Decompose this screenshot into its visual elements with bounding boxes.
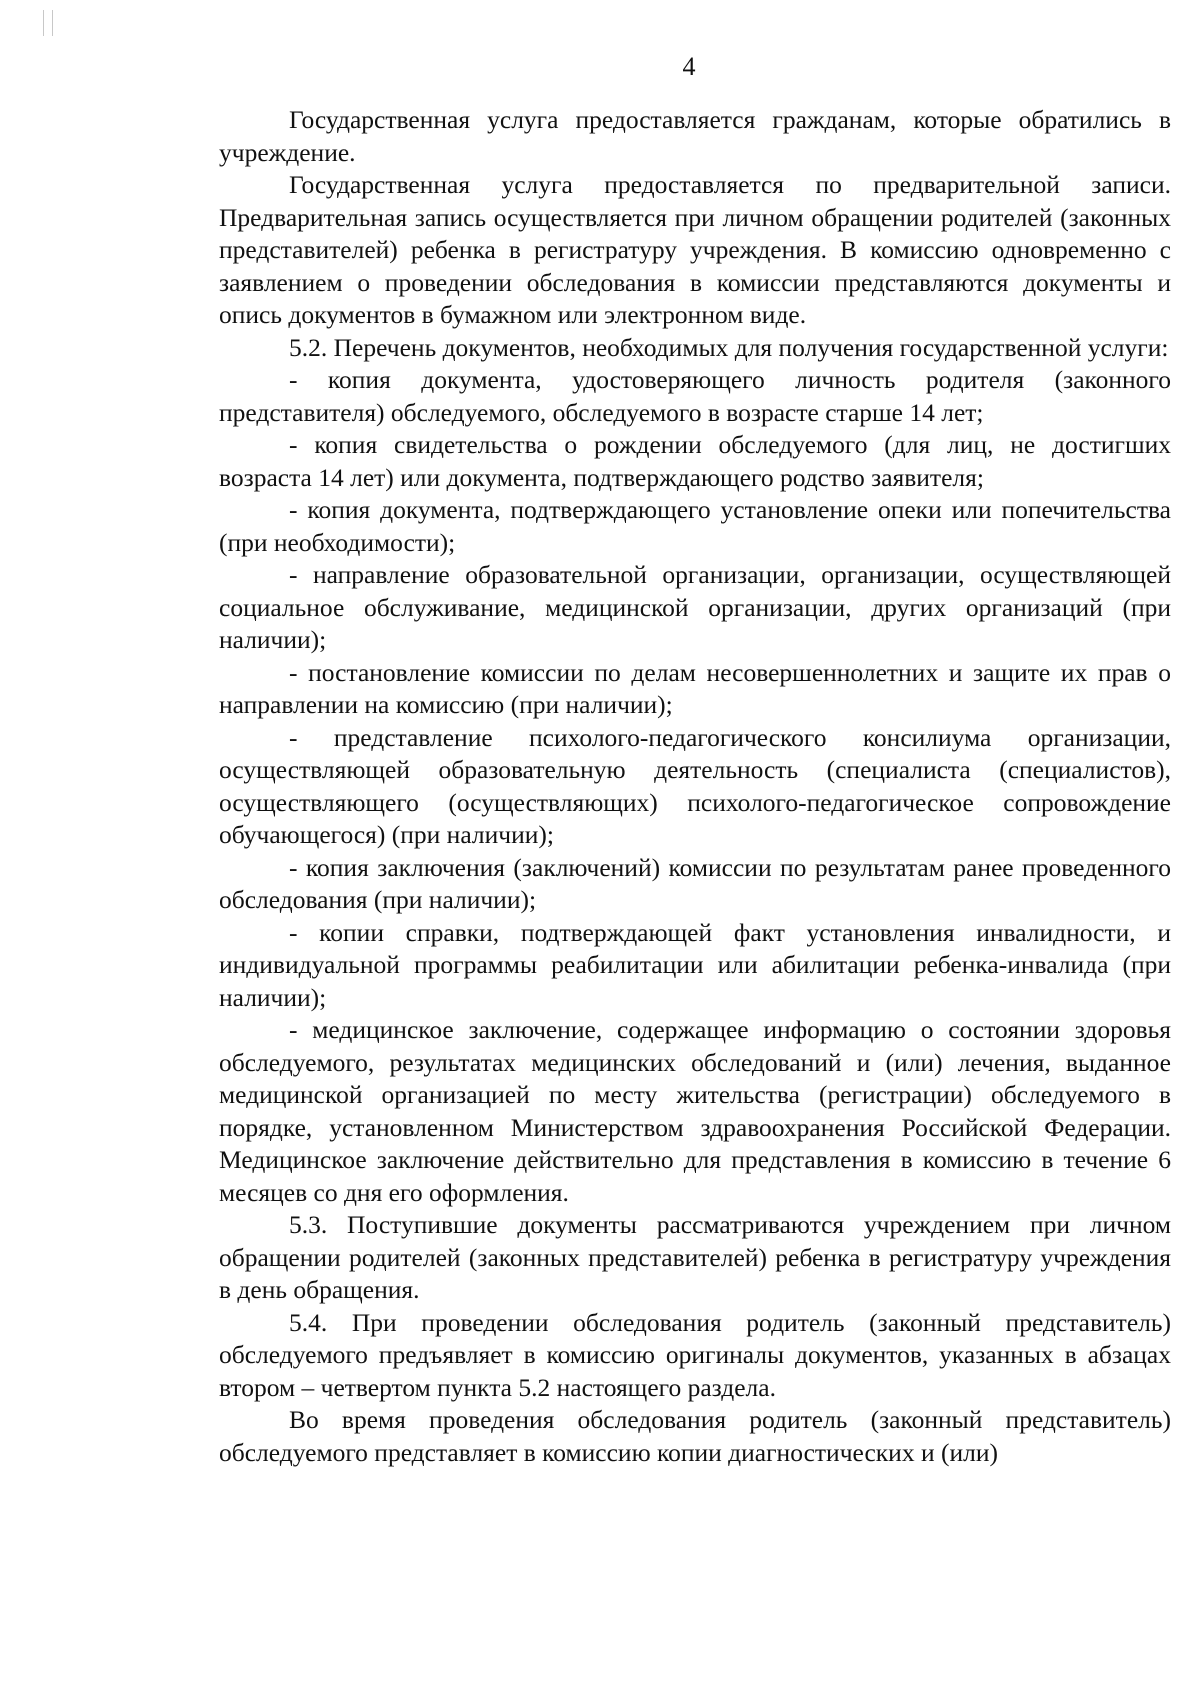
list-item-1: - копия документа, удостоверяющего личность родителя (законного представителя) обследуемого, обследуемого в возрасте старше 14 лет;	[219, 365, 1171, 427]
list-item-8: - копии справки, подтверждающей факт установления инвалидности, и индивидуальной программы реабилитации или абилитации ребенка-инвалида (при наличии);	[219, 917, 1171, 1012]
paragraph-1: Государственная услуга предоставляется гражданам, которые обратились в учреждение.	[219, 105, 1171, 167]
list-item-6: - представление психолого-педагогического консилиума организации, осуществляющей образовательную деятельность (специалиста (специалистов), осуществляющего (осуществляющих) психолого-педагогическое сопровождение обучающегося) (при наличии);	[219, 722, 1171, 849]
paragraph-4: 5.3. Поступившие документы рассматриваются учреждением при личном обращении родителей (законных представителей) ребенка в регистратуру учреждения в день обращения.	[219, 1210, 1171, 1304]
list-item-3: - копия документа, подтверждающего установление опеки или попечительства (при необходимости);	[219, 495, 1171, 557]
list-item-2: - копия свидетельства о рождении обследуемого (для лиц, не достигших возраста 14 лет) или документа, подтверждающего родство заявителя;	[219, 430, 1171, 492]
list-item-9: - медицинское заключение, содержащее информацию о состоянии здоровья обследуемого, результатах медицинских обследований и (или) лечения, выданное медицинской организацией по месту жительства (регистрации) обследуемого в порядке, установленном Министерством здравоохранения Российской Федерации. Медицинское заключение действительно для представления в комиссию в течение 6 месяцев со дня его оформления.	[219, 1015, 1171, 1207]
scan-edge-mark	[52, 10, 53, 36]
page-number: 4	[682, 52, 696, 81]
list-item-4: - направление образовательной организации, организации, осуществляющей социальное обслуживание, медицинской организации, других организаций (при наличии);	[219, 560, 1171, 654]
list-item-7: - копия заключения (заключений) комиссии по результатам ранее проведенного обследования (при наличии);	[219, 852, 1171, 914]
scan-edge-mark	[43, 10, 44, 36]
list-item-5: - постановление комиссии по делам несовершеннолетних и защите их прав о направлении на комиссию (при наличии);	[219, 657, 1171, 719]
paragraph-2: Государственная услуга предоставляется по предварительной записи. Предварительная запись осуществляется при личном обращении родителей (законных представителей) ребенка в регистратуру учреждения. В комиссию одновременно с заявлением о проведении обследования в комиссии представляются документы и опись документов в бумажном или электронном виде.	[219, 170, 1171, 329]
document-body	[219, 104, 1171, 1469]
paragraph-6: Во время проведения обследования родитель (законный представитель) обследуемого представляет в комиссию копии диагностических и (или)	[219, 1405, 1171, 1467]
paragraph-3: 5.2. Перечень документов, необходимых для получения государственной услуги:	[289, 332, 1169, 362]
paragraph-5: 5.4. При проведении обследования родитель (законный представитель) обследуемого предъявляет в комиссию оригиналы документов, указанных в абзацах втором – четвертом пункта 5.2 настоящего раздела.	[219, 1307, 1171, 1402]
